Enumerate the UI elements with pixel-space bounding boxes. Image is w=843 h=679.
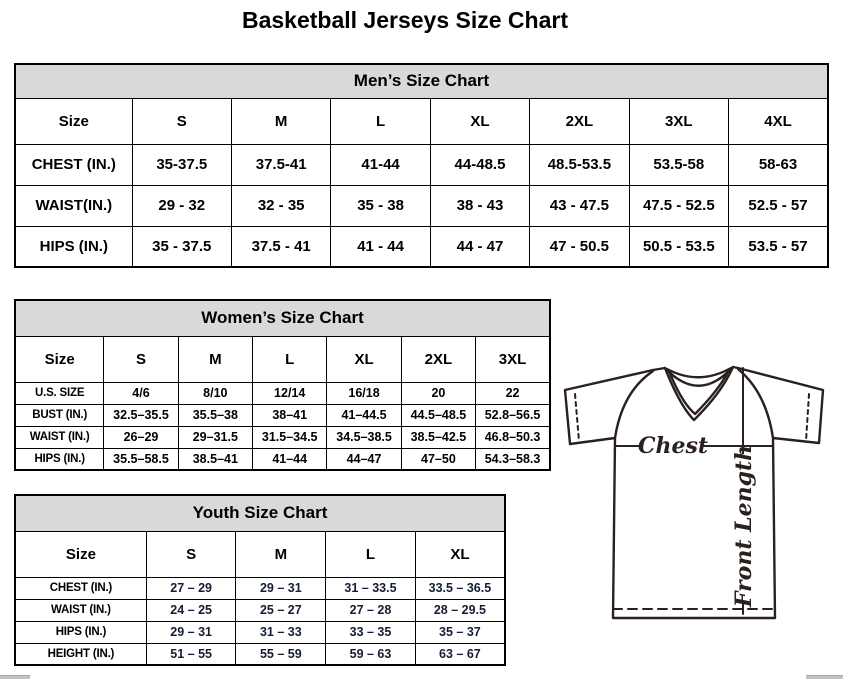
men-size-value: 44 - 47 <box>430 226 529 267</box>
page-title: Basketball Jerseys Size Chart <box>241 7 568 33</box>
men-size-value: 35 - 38 <box>331 185 430 226</box>
men-size-value: 58-63 <box>729 144 829 185</box>
women-size-value: 44–47 <box>327 448 401 470</box>
chest-label: Chest <box>637 433 709 459</box>
horizontal-scrollbar-fragment-right[interactable] <box>806 675 843 679</box>
youth-row-label: HIPS (IN.) <box>15 621 146 643</box>
jersey-outline-path <box>565 367 823 618</box>
women-size-value: 47–50 <box>401 448 475 470</box>
youth-col-header-m: M <box>236 531 326 577</box>
youth-size-value: 29 – 31 <box>236 577 326 599</box>
women-size-value: 41–44.5 <box>327 404 401 426</box>
women-size-value: 20 <box>401 382 475 404</box>
jersey-measurement-diagram <box>556 356 836 630</box>
youth-size-value: 33 – 35 <box>326 621 416 643</box>
men-table-row <box>15 226 828 267</box>
women-table-row <box>15 426 550 448</box>
horizontal-scrollbar-fragment-left[interactable] <box>0 675 30 679</box>
women-col-header-l: L <box>253 336 327 382</box>
men-col-header-size: Size <box>15 98 132 144</box>
youth-size-value: 27 – 28 <box>326 599 416 621</box>
youth-table-row <box>15 621 505 643</box>
youth-table-row <box>15 643 505 665</box>
youth-row-label: WAIST (IN.) <box>15 599 146 621</box>
women-size-value: 31.5–34.5 <box>253 426 327 448</box>
youth-size-value: 31 – 33.5 <box>326 577 416 599</box>
men-size-value: 32 - 35 <box>231 185 330 226</box>
women-size-value: 38.5–42.5 <box>401 426 475 448</box>
women-size-value: 46.8–50.3 <box>476 426 550 448</box>
youth-col-header-size: Size <box>15 531 146 577</box>
youth-col-header-l: L <box>326 531 416 577</box>
youth-size-value: 25 – 27 <box>236 599 326 621</box>
men-size-value: 35 - 37.5 <box>132 226 231 267</box>
women-table-row <box>15 404 550 426</box>
women-size-value: 22 <box>476 382 550 404</box>
women-col-header-xl: XL <box>327 336 401 382</box>
men-size-value: 47 - 50.5 <box>530 226 629 267</box>
men-size-value: 53.5 - 57 <box>729 226 829 267</box>
men-table-row <box>15 185 828 226</box>
men-size-value: 35-37.5 <box>132 144 231 185</box>
youth-size-value: 24 – 25 <box>146 599 236 621</box>
men-row-label: HIPS (IN.) <box>15 226 132 267</box>
mens-size-chart-table <box>14 63 829 268</box>
women-size-value: 16/18 <box>327 382 401 404</box>
women-row-label: BUST (IN.) <box>15 404 104 426</box>
youth-size-value: 31 – 33 <box>236 621 326 643</box>
youth-col-header-xl: XL <box>415 531 505 577</box>
men-size-value: 44-48.5 <box>430 144 529 185</box>
women-col-header-m: M <box>178 336 252 382</box>
youth-chart-title: Youth Size Chart <box>15 495 505 531</box>
women-size-value: 34.5–38.5 <box>327 426 401 448</box>
women-size-value: 54.3–58.3 <box>476 448 550 470</box>
men-size-value: 52.5 - 57 <box>729 185 829 226</box>
men-col-header-xl: XL <box>430 98 529 144</box>
women-size-value: 26–29 <box>104 426 178 448</box>
women-size-value: 52.8–56.5 <box>476 404 550 426</box>
youth-size-value: 28 – 29.5 <box>415 599 505 621</box>
women-size-value: 38–41 <box>253 404 327 426</box>
jersey-right-cuff-dashes <box>806 394 809 441</box>
women-chart-title: Women’s Size Chart <box>15 300 550 336</box>
men-size-value: 37.5-41 <box>231 144 330 185</box>
youth-size-value: 29 – 31 <box>146 621 236 643</box>
men-size-value: 43 - 47.5 <box>530 185 629 226</box>
women-size-value: 41–44 <box>253 448 327 470</box>
jersey-collar-band-1 <box>667 368 731 377</box>
youth-table-row <box>15 577 505 599</box>
men-size-value: 41-44 <box>331 144 430 185</box>
youth-size-value: 51 – 55 <box>146 643 236 665</box>
youth-size-value: 35 – 37 <box>415 621 505 643</box>
men-col-header-l: L <box>331 98 430 144</box>
men-col-header-s: S <box>132 98 231 144</box>
youth-size-value: 59 – 63 <box>326 643 416 665</box>
youth-table-row <box>15 599 505 621</box>
women-row-label: WAIST (IN.) <box>15 426 104 448</box>
men-row-label: WAIST(IN.) <box>15 185 132 226</box>
women-table-row <box>15 382 550 404</box>
youth-size-value: 63 – 67 <box>415 643 505 665</box>
men-size-value: 47.5 - 52.5 <box>629 185 728 226</box>
youth-size-value: 55 – 59 <box>236 643 326 665</box>
youth-size-value: 27 – 29 <box>146 577 236 599</box>
men-size-value: 37.5 - 41 <box>231 226 330 267</box>
men-size-value: 53.5-58 <box>629 144 728 185</box>
men-col-header-4xl: 4XL <box>729 98 829 144</box>
men-row-label: CHEST (IN.) <box>15 144 132 185</box>
women-row-label: HIPS (IN.) <box>15 448 104 470</box>
jersey-diagram-svg <box>556 356 836 630</box>
youth-size-value: 33.5 – 36.5 <box>415 577 505 599</box>
men-size-value: 41 - 44 <box>331 226 430 267</box>
women-col-header-3xl: 3XL <box>476 336 550 382</box>
women-col-header-s: S <box>104 336 178 382</box>
women-size-value: 29–31.5 <box>178 426 252 448</box>
women-size-value: 44.5–48.5 <box>401 404 475 426</box>
women-col-header-size: Size <box>15 336 104 382</box>
men-size-value: 38 - 43 <box>430 185 529 226</box>
men-col-header-2xl: 2XL <box>530 98 629 144</box>
womens-size-chart-table <box>14 299 551 471</box>
youth-row-label: HEIGHT (IN.) <box>15 643 146 665</box>
women-col-header-2xl: 2XL <box>401 336 475 382</box>
youth-row-label: CHEST (IN.) <box>15 577 146 599</box>
women-size-value: 12/14 <box>253 382 327 404</box>
jersey-left-seam <box>615 371 653 438</box>
women-size-value: 32.5–35.5 <box>104 404 178 426</box>
men-col-header-m: M <box>231 98 330 144</box>
women-size-value: 38.5–41 <box>178 448 252 470</box>
front-length-label: Front Length <box>731 444 757 608</box>
men-chart-title: Men’s Size Chart <box>15 64 828 98</box>
women-size-value: 35.5–58.5 <box>104 448 178 470</box>
women-row-label: U.S. SIZE <box>15 382 104 404</box>
men-size-value: 48.5-53.5 <box>530 144 629 185</box>
women-size-value: 35.5–38 <box>178 404 252 426</box>
women-table-row <box>15 448 550 470</box>
men-size-value: 29 - 32 <box>132 185 231 226</box>
men-size-value: 50.5 - 53.5 <box>629 226 728 267</box>
men-table-row <box>15 144 828 185</box>
women-size-value: 4/6 <box>104 382 178 404</box>
men-col-header-3xl: 3XL <box>629 98 728 144</box>
jersey-left-cuff-dashes <box>575 394 579 441</box>
youth-col-header-s: S <box>146 531 236 577</box>
women-size-value: 8/10 <box>178 382 252 404</box>
youth-size-chart-table <box>14 494 506 666</box>
